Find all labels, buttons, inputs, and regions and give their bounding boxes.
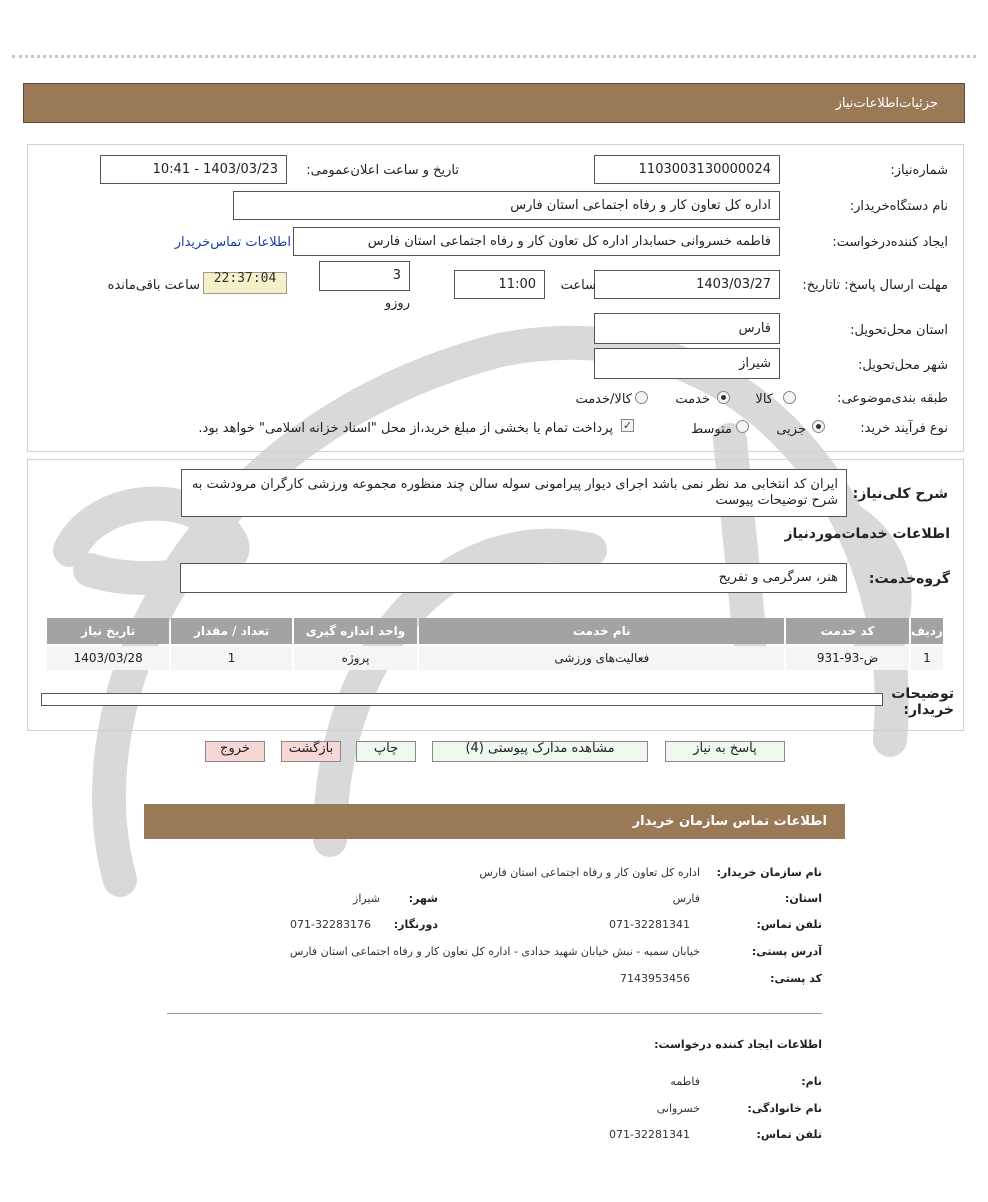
contact-phone-value: 071-32281341 [609,918,690,931]
col-quantity: تعداد / مقدار [171,618,291,644]
category-radio-service[interactable] [717,391,730,404]
remaining-time-display: 22:37:04 [203,272,287,294]
announce-date-label: تاریخ و ساعت اعلان‌عمومی: [306,163,459,178]
attachments-button[interactable]: مشاهده مدارک پیوستی (4) [432,741,648,762]
org-name-value: اداره کل تعاون کار و رفاه اجتماعی استان فارس [479,866,700,879]
process-option-medium: متوسط [691,422,732,437]
treasury-payment-checkbox[interactable]: ✓ [622,419,633,432]
col-need-date: تاریخ نیاز [47,618,169,644]
creator-section-title: اطلاعات ایجاد کننده درخواست: [654,1038,822,1051]
cell-unit: پروژه [294,646,417,670]
category-option-goods-service: کالا/خدمت [575,392,632,407]
summary-field: ایران کد انتخابی مد نظر نمی باشد اجرای دیوار پیرامونی سوله سالن چند منظوره مجموعه ورزشی کارگران مرودشت به شرح توضیحات پیوست [181,469,847,517]
contact-fax-label: دورنگار: [393,918,438,931]
announce-date-field: 1403/03/23 - 10:41 [100,155,287,184]
days-field: 3 [319,261,410,291]
province-field: فارس [594,313,780,344]
treasury-payment-note: پرداخت تمام یا بخشی از مبلغ خرید،از محل "اسناد خزانه اسلامی" خواهد بود. [198,421,613,436]
col-service-name: نام خدمت [419,618,784,644]
back-button[interactable]: بازگشت [281,741,341,762]
buyer-notes-label: توضیحات خریدار: [891,686,954,718]
page-header [23,83,965,123]
summary-label: شرح کلی‌نیاز: [852,486,948,502]
col-unit: واحد اندازه گیری [294,618,417,644]
buyer-org-label: نام دستگاه‌خریدار: [849,199,948,214]
contact-province-label: استان: [785,892,822,905]
table-row [47,646,943,670]
contact-divider [167,1013,822,1014]
creator-first-name-value: فاطمه [670,1075,700,1088]
deadline-time-label: ساعت [560,278,596,293]
service-group-label: گروه‌خدمت: [868,571,950,587]
process-radio-minor[interactable] [812,420,825,433]
contact-address-value: خیابان سمیه - نبش خیابان شهید حدادی - اداره کل تعاون کار و رفاه اجتماعی استان فارس [289,945,700,958]
creator-first-name-label: نام: [801,1075,822,1088]
contact-fax-value: 071-32283176 [290,918,371,931]
top-divider [12,55,976,58]
cell-need-date: 1403/03/28 [47,646,169,670]
need-number-label: شماره‌نیاز: [890,163,948,178]
exit-button[interactable]: خروج [205,741,265,762]
buyer-org-field: اداره کل تعاون کار و رفاه اجتماعی استان فارس [233,191,780,220]
contact-city-value: شیراز [353,892,380,905]
col-row: ردیف [911,618,943,644]
services-heading: اطلاعات خدمات‌موردنیاز [784,526,950,542]
cell-service-name: فعالیت‌های ورزشی [419,646,784,670]
creator-last-name-label: نام خانوادگی: [747,1102,822,1115]
requester-field: فاطمه خسروانی حسابدار اداره کل تعاون کار و رفاه اجتماعی استان فارس [293,227,780,256]
category-radio-goods[interactable] [783,391,796,404]
process-type-label: نوع فرآیند خرید: [860,421,948,436]
deadline-label: مهلت ارسال پاسخ: تاتاریخ: [802,278,948,293]
contact-postal-label: کد پستی: [770,972,822,985]
contact-address-label: آدرس پستی: [751,945,822,958]
services-table-header [47,618,943,644]
category-label: طبقه بندی‌موضوعی: [837,391,948,406]
process-option-minor: جزیی [776,422,806,437]
deadline-time-field: 11:00 [454,270,545,299]
service-group-field: هنر، سرگرمی و تفریح [180,563,847,593]
buyer-notes-field [41,693,883,706]
category-option-goods: کالا [755,392,773,407]
cell-row: 1 [911,646,943,670]
creator-phone-label: تلفن تماس: [756,1128,822,1141]
creator-last-name-value: خسروانی [656,1102,700,1115]
reply-button[interactable]: پاسخ به نیاز [665,741,785,762]
city-field: شیراز [594,348,780,379]
city-label: شهر محل‌تحویل: [858,358,948,373]
contact-postal-value: 7143953456 [620,972,690,985]
buyer-contact-link[interactable]: اطلاعات تماس‌خریدار [174,235,291,250]
days-label: روزو [384,296,410,311]
creator-phone-value: 071-32281341 [609,1128,690,1141]
contact-city-label: شهر: [408,892,438,905]
contact-province-value: فارس [672,892,700,905]
cell-quantity: 1 [171,646,291,670]
remaining-label: ساعت باقی‌مانده [107,278,200,293]
province-label: استان محل‌تحویل: [850,323,948,338]
buyer-contact-header [144,804,845,839]
print-button[interactable]: چاپ [356,741,416,762]
services-table [45,616,945,672]
buyer-contact-title: اطلاعات تماس سازمان خریدار [632,814,827,829]
org-name-label: نام سازمان خریدار: [716,866,822,879]
category-option-service: خدمت [675,392,710,407]
deadline-date-field: 1403/03/27 [594,270,780,299]
requester-label: ایجاد کننده‌درخواست: [832,235,948,250]
process-radio-medium[interactable] [736,420,749,433]
contact-phone-label: تلفن تماس: [756,918,822,931]
page-title: جزئیات‌اطلاعات‌نیاز [835,96,938,111]
need-number-field: 1103003130000024 [594,155,780,184]
category-radio-goods-service[interactable] [635,391,648,404]
col-service-code: کد خدمت [786,618,908,644]
cell-service-code: ض-93-931 [786,646,908,670]
